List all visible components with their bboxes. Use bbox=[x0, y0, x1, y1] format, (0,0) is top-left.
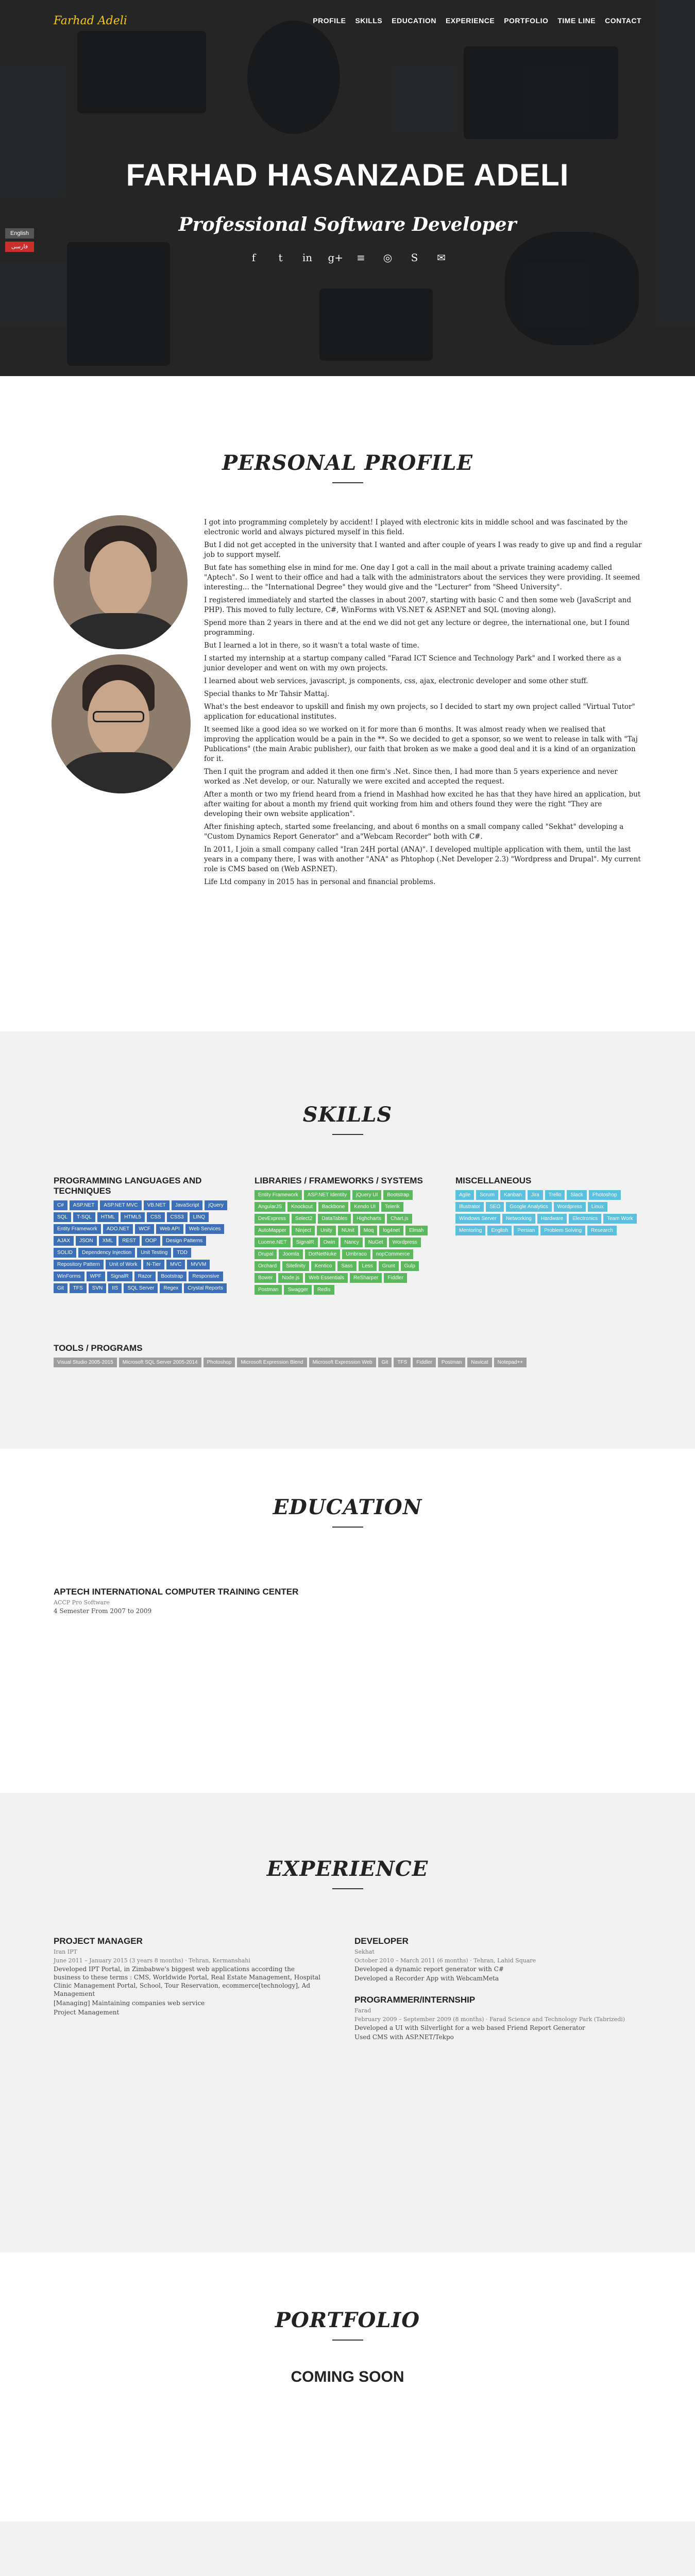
skill-tag: Bootstrap bbox=[383, 1190, 413, 1200]
profile-paragraph: I registered immediately and started the classes in about 2007, starting with basic C and then some web (JavaScript and PHP). This moved to fully lecture, C#, WinForms with VS.NET & ASP.NET and SQL (moving along). bbox=[204, 596, 632, 614]
skill-tag: TDD bbox=[173, 1248, 191, 1258]
skill-tag: Ninject bbox=[292, 1226, 315, 1235]
skill-tag: Fiddler bbox=[384, 1273, 407, 1283]
skill-tag: Navicat bbox=[467, 1358, 491, 1367]
skill-tag: Persian bbox=[514, 1226, 538, 1235]
profile-photo bbox=[54, 515, 188, 649]
skype-icon[interactable]: S bbox=[411, 251, 418, 264]
skill-tag: Microsoft SQL Server 2005-2014 bbox=[119, 1358, 201, 1367]
profile-photo-glasses bbox=[52, 654, 191, 793]
skill-tag: WinForms bbox=[54, 1272, 84, 1281]
job-title: DEVELOPER bbox=[354, 1936, 409, 1946]
skill-tag: DataTables bbox=[318, 1214, 351, 1224]
skill-tag: Drupal bbox=[255, 1249, 277, 1259]
skill-tag: Microsoft Expression Web bbox=[309, 1358, 376, 1367]
skill-tag: Redis bbox=[314, 1285, 334, 1295]
skill-tag: DevExpress bbox=[255, 1214, 290, 1224]
profile-paragraph: Then I quit the program and added it then one firm's .Net. Since then, I had more than 5 years experience and never worked as .Net develop, or our. Naturally we were excited and accepted the request. bbox=[204, 768, 618, 786]
skill-group-heading: PROGRAMMING LANGUAGES AND TECHNIQUES bbox=[54, 1176, 202, 1196]
email-icon[interactable]: ✉ bbox=[437, 251, 446, 264]
skill-tag: Postman bbox=[438, 1358, 465, 1367]
skill-group-programming bbox=[54, 1176, 229, 1293]
skill-tag: AJAX bbox=[54, 1236, 74, 1246]
stackoverflow-icon[interactable]: ≡ bbox=[357, 251, 365, 264]
skill-tag: Bootstrap bbox=[158, 1272, 187, 1281]
skill-tag: REST bbox=[118, 1236, 140, 1246]
job-title: PROJECT MANAGER bbox=[54, 1936, 143, 1946]
skill-tag: Trello bbox=[545, 1190, 565, 1200]
job-desc: Developed IPT Portal, in Zimbabwe's biggest web applications according the business to these terms : CMS, Worldwide Portal, Real Estate Management, Hospital Clinic Management Portal, School, Tour Reservation, ecommerce[technology], Ad Management bbox=[54, 1965, 320, 1997]
profile-paragraph: But fate has something else in mind for me. One day I got a call in the mail about a private training academy called "Aptech". So I went to their office and had a talk with the administrators about the services they were providing. It seemed interesting... the "International Degree" they would give and the "Lecturer" from "Sheed University". bbox=[204, 564, 640, 591]
skill-tag: Networking bbox=[502, 1214, 535, 1224]
education-section bbox=[0, 1449, 695, 1793]
skill-tag: Slack bbox=[567, 1190, 586, 1200]
job-entry: DEVELOPER Sekhat October 2010 – March 2011 (6 months) · Tehran, Lahid Square Developed a dynamic report generator with C# Developed a Recorder App with WebcamMeta PROGRAMMER/INTERNSHIP Farad February 2009 – September 2009 (8 months) · Farad Science and Technology Park (Tabrizedi) Developed a UI with Silverlight for a web based Friend Report Generator Used CMS with ASP.NET/Tekpo bbox=[354, 1936, 638, 2041]
profile-paragraph: I started my internship at a startup company called "Farad ICT Science and Technology Park" and I worked there as a junior developer and went on with my own projects. bbox=[204, 654, 621, 672]
skill-tag: SOLID bbox=[54, 1248, 76, 1258]
skill-tag: SignalR bbox=[293, 1238, 318, 1247]
linkedin-icon[interactable]: in bbox=[302, 251, 313, 264]
skill-tag: Agile bbox=[455, 1190, 474, 1200]
skill-tag: Owin bbox=[320, 1238, 339, 1247]
education-entry bbox=[54, 1587, 298, 1615]
skill-tag: ASP.NET bbox=[70, 1200, 98, 1210]
skill-tag: Select2 bbox=[292, 1214, 316, 1224]
experience-title: EXPERIENCE bbox=[266, 1857, 429, 1881]
title-divider bbox=[332, 1134, 363, 1135]
skill-tag: Highcharts bbox=[353, 1214, 385, 1224]
skill-tag: Knockout bbox=[287, 1202, 316, 1212]
job-company: Iran IPT bbox=[54, 1948, 77, 1955]
skill-tag: Entity Framework bbox=[54, 1224, 101, 1234]
hero-section bbox=[0, 0, 695, 376]
job-entry: PROJECT MANAGER Iran IPT June 2011 – January 2015 (3 years 8 months) · Tehran, Kermanshahi Developed IPT Portal, in Zimbabwe's biggest web applications according the business to these terms : CMS, Worldwide Portal, Real Estate Management, Hospital Clinic Management Portal, School, Tour Reservation, ecommerce[technology], Ad Management [Managing] Maintaining companies web service Project Management bbox=[54, 1936, 321, 2016]
skill-tag: Research bbox=[587, 1226, 617, 1235]
skill-tag: NUnit bbox=[338, 1226, 358, 1235]
skill-tag: T-SQL bbox=[73, 1212, 95, 1222]
job-location: Tehran, Lahid Square bbox=[473, 1957, 536, 1964]
job-dates: June 2011 – January 2015 (3 years 8 months) bbox=[54, 1957, 183, 1964]
skill-group-heading: TOOLS / PROGRAMS bbox=[54, 1343, 143, 1353]
title-divider bbox=[332, 1527, 363, 1528]
profile-paragraph: I learned about web services, javascript, js components, css, ajax, electronic developer and some other stuff. bbox=[204, 677, 588, 685]
job-title: PROGRAMMER/INTERNSHIP bbox=[354, 1995, 476, 2005]
skill-tag: Unit of Work bbox=[106, 1260, 141, 1269]
skill-group-libraries bbox=[255, 1176, 430, 1295]
skill-tag: Photoshop bbox=[204, 1358, 235, 1367]
skill-tag: Nancy bbox=[341, 1238, 362, 1247]
skill-tag: LINQ bbox=[190, 1212, 209, 1222]
skill-tag: jQuery bbox=[205, 1200, 227, 1210]
nav-link-contact[interactable]: CONTACT bbox=[605, 16, 641, 25]
skill-tag: Chart.js bbox=[387, 1214, 412, 1224]
skill-tag: ASP.NET Identity bbox=[304, 1190, 350, 1200]
timeline-section bbox=[0, 2521, 695, 2576]
skill-tag: AutoMapper bbox=[255, 1226, 290, 1235]
skill-tag: Electronics bbox=[569, 1214, 601, 1224]
skill-tag: SEO bbox=[486, 1202, 504, 1212]
profile-paragraph: Special thanks to Mr Tahsir Mattaj. bbox=[204, 690, 330, 698]
skill-tag: XML bbox=[99, 1236, 117, 1246]
profile-text bbox=[204, 518, 642, 890]
job-desc: Developed a UI with Silverlight for a web based Friend Report Generator bbox=[354, 2024, 585, 2031]
title-divider bbox=[332, 482, 363, 483]
skill-tag: CSS3 bbox=[167, 1212, 188, 1222]
skill-tag: Problem Solving bbox=[540, 1226, 585, 1235]
skill-tag: Orchard bbox=[255, 1261, 280, 1271]
education-program: ACCP Pro Software bbox=[54, 1599, 110, 1606]
skill-tag: HTML5 bbox=[121, 1212, 145, 1222]
skill-tag: Design Patterns bbox=[162, 1236, 206, 1246]
profile-paragraph: What's the best endeavor to upskill and finish my own projects, so I decided to start my own project called "Virtual Tutor" application for educational institutes. bbox=[204, 703, 635, 721]
job-desc: Used CMS with ASP.NET/Tekpo bbox=[354, 2033, 454, 2041]
title-divider bbox=[332, 2340, 363, 2341]
skill-tag: nopCommerce bbox=[372, 1249, 414, 1259]
skill-tag: Node.js bbox=[278, 1273, 303, 1283]
job-company: Farad bbox=[354, 2007, 371, 2014]
skill-tag: Kentico bbox=[311, 1261, 335, 1271]
skill-tag: JSON bbox=[76, 1236, 97, 1246]
github-icon[interactable]: ◎ bbox=[383, 251, 393, 264]
skill-tag: Razor bbox=[134, 1272, 156, 1281]
profile-paragraph: After finishing aptech, started some freelancing, and about 6 months on a small company called "Sekhat" developing a "Custom Dynamics Report Generator" and a"Webcam Recorder" both with C#. bbox=[204, 823, 624, 841]
profile-section bbox=[0, 376, 695, 1031]
skill-tag: C# bbox=[54, 1200, 67, 1210]
skill-tag: jQuery UI bbox=[352, 1190, 381, 1200]
skill-tag: NuGet bbox=[365, 1238, 387, 1247]
job-desc: [Managing] Maintaining companies web service bbox=[54, 1999, 205, 2007]
nav-link-education[interactable]: EDUCATION bbox=[392, 16, 436, 25]
skill-group-tools bbox=[54, 1343, 641, 1367]
skill-tag: Notepad++ bbox=[494, 1358, 527, 1367]
lang-english-button[interactable]: English bbox=[5, 228, 34, 239]
job-dates: October 2010 – March 2011 (6 months) bbox=[354, 1957, 468, 1964]
skill-tags bbox=[54, 1200, 229, 1293]
skill-tag: Web API bbox=[156, 1224, 183, 1234]
profile-paragraph: But I did not get accepted in the university that I wanted and after couple of years I was ready to give up and find a regular job to support myself. bbox=[204, 541, 642, 559]
skill-tag: Backbone bbox=[318, 1202, 348, 1212]
skill-tag: Dependency Injection bbox=[78, 1248, 135, 1258]
nav-link-timeline[interactable]: TIME LINE bbox=[557, 16, 596, 25]
job-desc: Developed a dynamic report generator with C# bbox=[354, 1965, 504, 1973]
skill-tag: Google Analytics bbox=[506, 1202, 552, 1212]
skill-tag: Team Work bbox=[603, 1214, 636, 1224]
skill-tag: Swagger bbox=[284, 1285, 311, 1295]
skill-tag: Kanban bbox=[500, 1190, 525, 1200]
job-location: Tehran, Kermanshahi bbox=[189, 1957, 250, 1964]
skill-tag: Mentoring bbox=[455, 1226, 485, 1235]
skill-tag: MVC bbox=[166, 1260, 185, 1269]
skill-tag: Wordpress bbox=[554, 1202, 586, 1212]
skill-tag: Microsoft Expression Blend bbox=[237, 1358, 307, 1367]
skill-tag: Windows Server bbox=[455, 1214, 500, 1224]
skill-tag: SignalR bbox=[107, 1272, 132, 1281]
twitter-icon[interactable]: t bbox=[278, 251, 283, 264]
nav-link-portfolio[interactable]: PORTFOLIO bbox=[504, 16, 549, 25]
skills-section bbox=[0, 1031, 695, 1449]
skill-tag: Crystal Reports bbox=[184, 1283, 227, 1293]
skill-tags bbox=[455, 1190, 641, 1235]
nav-links bbox=[313, 16, 641, 25]
skill-tag: OOP bbox=[142, 1236, 160, 1246]
skill-tag: N-Tier bbox=[143, 1260, 164, 1269]
profile-paragraph: Spend more than 2 years in there and at the end we did not get any lecture or degree, the international one, but I found programming. bbox=[204, 619, 630, 637]
coming-soon-text: COMING SOON bbox=[291, 2368, 404, 2385]
skill-tag: Web Services bbox=[185, 1224, 225, 1234]
lang-persian-button[interactable]: فارسی bbox=[5, 242, 34, 252]
job-desc: Developed a Recorder App with WebcamMeta bbox=[354, 1975, 499, 1982]
skill-tag: Git bbox=[54, 1283, 67, 1293]
skill-tag: Postman bbox=[255, 1285, 282, 1295]
nav-link-experience[interactable]: EXPERIENCE bbox=[445, 16, 495, 25]
skill-tag: ASP.NET MVC bbox=[100, 1200, 141, 1210]
skill-tag: Wordpress bbox=[389, 1238, 421, 1247]
skill-tag: WPF bbox=[87, 1272, 105, 1281]
profile-paragraph: But I learned a lot in there, so it wasn't a total waste of time. bbox=[204, 641, 419, 650]
job-location: Farad Science and Technology Park (Tabrizedi) bbox=[489, 2016, 625, 2023]
skill-tag: Bower bbox=[255, 1273, 276, 1283]
skill-tag: DotNetNuke bbox=[305, 1249, 340, 1259]
skill-tag: Grunt bbox=[379, 1261, 399, 1271]
nav-link-skills[interactable]: SKILLS bbox=[355, 16, 383, 25]
skill-tag: IIS bbox=[108, 1283, 122, 1293]
skill-tag: log4net bbox=[379, 1226, 403, 1235]
skill-tag: Illustrator bbox=[455, 1202, 484, 1212]
skill-tag: CSS bbox=[147, 1212, 165, 1222]
skill-tag: Elmah bbox=[405, 1226, 427, 1235]
skill-tag: Git bbox=[378, 1358, 392, 1367]
skill-tag: Visual Studio 2005-2015 bbox=[54, 1358, 117, 1367]
skill-tag: SVN bbox=[89, 1283, 107, 1293]
job-desc: Project Management bbox=[54, 2009, 120, 2016]
skill-tag: Moq bbox=[360, 1226, 377, 1235]
hero-title: FARHAD HASANZADE ADELI bbox=[126, 158, 569, 192]
skill-tag: Responsive bbox=[189, 1272, 223, 1281]
skill-tag: Jira bbox=[528, 1190, 543, 1200]
hero-subtitle: Professional Software Developer bbox=[178, 214, 517, 235]
skill-group-misc bbox=[455, 1176, 641, 1235]
education-school: APTECH INTERNATIONAL COMPUTER TRAINING CENTER bbox=[54, 1587, 299, 1597]
skills-title: SKILLS bbox=[302, 1103, 393, 1127]
skill-tag: ADO.NET bbox=[103, 1224, 133, 1234]
skill-tag: Telerik bbox=[381, 1202, 403, 1212]
skill-tag: Sitefinity bbox=[282, 1261, 309, 1271]
skill-tag: Gulp bbox=[401, 1261, 419, 1271]
skill-tag: SQL bbox=[54, 1212, 71, 1222]
skill-tag: WCF bbox=[135, 1224, 154, 1234]
skill-tag: AngularJS bbox=[255, 1202, 285, 1212]
profile-paragraph: In 2011, I join a small company called "Iran 24H portal (ANA)". I developed multiple application with them, until the last years in a company there, I was with another "ANA" as Phtophop (.Net Developer 2.3) "Wordpress and Drupal". My current role is CMS based on (Web ASP.NET). bbox=[204, 845, 641, 873]
skill-tag: Kendo UI bbox=[350, 1202, 379, 1212]
skill-tag: TFS bbox=[394, 1358, 411, 1367]
social-icons bbox=[0, 251, 695, 264]
portfolio-title: PORTFOLIO bbox=[275, 2308, 420, 2332]
skill-tag: Lucene.NET bbox=[255, 1238, 291, 1247]
skill-tag: HTML bbox=[97, 1212, 118, 1222]
skill-tag: Linux bbox=[588, 1202, 607, 1212]
skill-tag: MVVM bbox=[187, 1260, 210, 1269]
skill-group-heading: MISCELLANEOUS bbox=[455, 1176, 532, 1185]
skill-tag: Scrum bbox=[476, 1190, 498, 1200]
profile-paragraph: After a month or two my friend heard from a friend in Mashhad how excited he has that they have hired an application, but after waiting for about a month my friend quit working from him and others found they were the right "They are developing their own website application". bbox=[204, 790, 641, 818]
skill-group-heading: LIBRARIES / FRAMEWORKS / SYSTEMS bbox=[255, 1176, 423, 1185]
skill-tag: Less bbox=[359, 1261, 377, 1271]
skill-tag: Fiddler bbox=[413, 1358, 436, 1367]
skill-tag: ReSharper bbox=[350, 1273, 382, 1283]
profile-title: PERSONAL PROFILE bbox=[222, 451, 473, 475]
google-plus-icon[interactable]: g+ bbox=[328, 251, 344, 264]
skill-tag: Sass bbox=[337, 1261, 356, 1271]
skill-tag: Entity Framework bbox=[255, 1190, 302, 1200]
skill-tag: JavaScript bbox=[172, 1200, 203, 1210]
skill-tag: SQL Server bbox=[124, 1283, 158, 1293]
job-dates: February 2009 – September 2009 (8 months) bbox=[354, 2016, 484, 2023]
title-divider bbox=[332, 1888, 363, 1889]
skill-tag: Web Essentials bbox=[305, 1273, 348, 1283]
profile-paragraph: Life Ltd company in 2015 has in personal and financial problems. bbox=[204, 878, 436, 886]
skill-tag: Regex bbox=[160, 1283, 182, 1293]
portfolio-section bbox=[0, 2252, 695, 2521]
skill-tag: TFS bbox=[70, 1283, 87, 1293]
facebook-icon[interactable]: f bbox=[251, 251, 256, 264]
skill-tag: Umbraco bbox=[342, 1249, 370, 1259]
education-dates: 4 Semester From 2007 to 2009 bbox=[54, 1607, 152, 1615]
skill-tag: Unit Testing bbox=[137, 1248, 171, 1258]
skill-tag: VB.NET bbox=[144, 1200, 169, 1210]
brand-logo[interactable]: Farhad Adeli bbox=[54, 14, 127, 27]
profile-paragraph: It seemed like a good idea so we worked on it for more than 6 months. It was almost ready when we realised that improving the application would be a pain in the **. So we decided to get a sponsor, so we went to release in talk with "Taj Publications" (the main Arabic publisher), our faith that broken as we make a good deal and it is a kind of an organization for it. bbox=[204, 725, 638, 763]
skill-tag: Unity bbox=[317, 1226, 336, 1235]
skill-tag: English bbox=[487, 1226, 512, 1235]
education-title: EDUCATION bbox=[273, 1495, 422, 1519]
skill-tags bbox=[255, 1190, 430, 1295]
top-navbar bbox=[0, 0, 695, 41]
skill-tag: Repository Pattern bbox=[54, 1260, 104, 1269]
skill-tag: Photoshop bbox=[589, 1190, 621, 1200]
experience-section bbox=[0, 1793, 695, 2252]
job-company: Sekhat bbox=[354, 1948, 375, 1955]
skill-tag: Hardware bbox=[537, 1214, 567, 1224]
nav-link-profile[interactable]: PROFILE bbox=[313, 16, 346, 25]
profile-paragraph: I got into programming completely by accident! I played with electronic kits in middle school and was fascinated by the electronic world and always pictured myself in this field. bbox=[204, 518, 628, 536]
skill-tags bbox=[54, 1358, 641, 1367]
skill-tag: Joomla bbox=[279, 1249, 302, 1259]
